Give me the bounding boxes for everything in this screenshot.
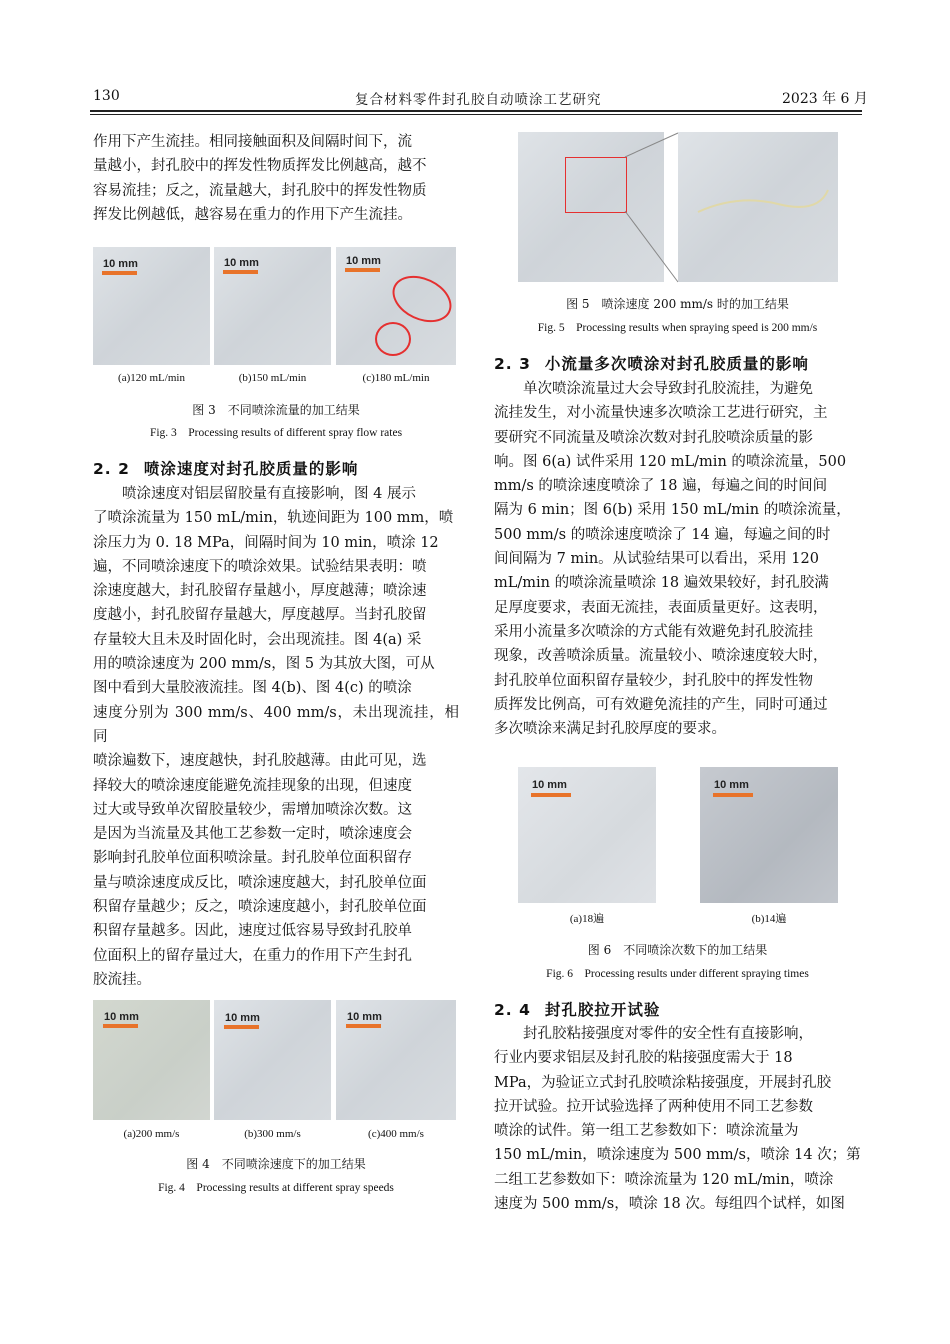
text-line: 喷涂的试件。第一组工艺参数如下：喷涂流量为 bbox=[494, 1123, 799, 1140]
scale-label: 10 mm bbox=[225, 1012, 260, 1024]
text-line: 采用小流量多次喷涂的方式能有效避免封孔胶流挂 bbox=[494, 623, 813, 640]
header-rule bbox=[90, 110, 862, 112]
text-line: 涂速度越大，封孔胶留存量越小，厚度越薄；喷涂速 bbox=[93, 583, 427, 600]
section-2-3-heading bbox=[494, 352, 809, 374]
journal-title: 复合材料零件封孔胶自动喷涂工艺研究 bbox=[355, 92, 602, 108]
fig3-caption-en: Fig. 3 Processing results of different spray flow rates bbox=[149, 427, 403, 439]
text-line: mL/min 的喷涂流量喷涂 18 遍效果较好，封孔胶满 bbox=[494, 575, 829, 592]
text-line: 速度为 500 mm/s，喷涂 18 次。每组四个试样，如图 bbox=[494, 1196, 845, 1213]
text-line: 喷涂速度对铝层留胶量有直接影响，图 4 展示 bbox=[122, 486, 416, 502]
text-line: 积留存量越多。因此，速度过低容易导致封孔胶单 bbox=[93, 923, 412, 940]
fig3-sub-c: (c)180 mL/min bbox=[362, 372, 430, 384]
text-line: 度越小，封孔胶留存量越大，厚度越厚。当封孔胶留 bbox=[93, 607, 427, 624]
fig6-sub-a: (a)18遍 bbox=[569, 913, 605, 925]
scale-bar bbox=[345, 268, 380, 272]
text-line: 封孔胶粘接强度对零件的安全性有直接影响， bbox=[523, 1026, 813, 1042]
header-rule-thin bbox=[90, 114, 862, 115]
scale-bar bbox=[102, 271, 137, 275]
text-line: 隔为 6 min；图 6(b) 采用 150 mL/min 的喷涂流量， bbox=[494, 502, 851, 519]
scale-label: 10 mm bbox=[346, 255, 381, 267]
text-line: 现象，改善喷涂质量。流量较小、喷涂速度较大时， bbox=[494, 648, 828, 665]
fig5-caption-cn: 图 5 喷涂速度 200 mm/s 时的加工结果 bbox=[566, 297, 789, 311]
text-line: 影响封孔胶单位面积喷涂量。封孔胶单位面积留存 bbox=[93, 850, 412, 867]
fig5-caption-en: Fig. 5 Processing results when spraying speed is 200 mm/s bbox=[537, 322, 818, 334]
text-line: 多次喷涂来满足封孔胶厚度的要求。 bbox=[494, 721, 726, 738]
section-title: 小流量多次喷涂对封孔胶质量的影响 bbox=[544, 354, 809, 373]
scale-bar bbox=[223, 270, 258, 274]
text-line: MPa，为验证立式封孔胶喷涂粘接强度，开展封孔胶 bbox=[494, 1074, 832, 1091]
text-line: 作用下产生流挂。相同接触面积及间隔时间下，流 bbox=[93, 134, 412, 150]
text-line: 封孔胶单位面积留存量较少，封孔胶中的挥发性物 bbox=[494, 672, 813, 689]
text-line: 存量较大且未及时固化时，会出现流挂。图 4(a) 采 bbox=[93, 631, 422, 648]
left-para-1 bbox=[93, 130, 459, 227]
text-line: 过大或导致单次留胶量较少，需增加喷涂次数。这 bbox=[93, 801, 412, 818]
scale-bar bbox=[103, 1024, 138, 1028]
text-line: 喷涂遍数下，速度越快，封孔胶越薄。由此可见，选 bbox=[93, 753, 427, 770]
text-line: 容易流挂；反之，流量越大，封孔胶中的挥发性物质 bbox=[93, 182, 427, 199]
fig6-sub-b: (b)14遍 bbox=[751, 913, 787, 925]
scale-label: 10 mm bbox=[714, 779, 749, 791]
text-line: 拉开试验。拉开试验选择了两种使用不同工艺参数 bbox=[494, 1098, 813, 1115]
text-line: 涂压力为 0. 18 MPa，间隔时间为 10 min，喷涂 12 bbox=[93, 534, 439, 551]
text-line: 积留存量越少；反之，喷涂速度越小，封孔胶单位面 bbox=[93, 899, 427, 916]
text-line: mm/s 的喷涂速度喷涂了 18 遍，每遍之间的时间间 bbox=[494, 478, 828, 495]
fig6-caption-cn: 图 6 不同喷涂次数下的加工结果 bbox=[587, 943, 768, 957]
scale-bar bbox=[346, 1024, 381, 1028]
right-para-4 bbox=[494, 1022, 861, 1216]
text-line: 150 mL/min，喷涂速度为 500 mm/s，喷涂 14 次；第 bbox=[494, 1147, 861, 1164]
page-number: 130 bbox=[93, 88, 120, 104]
text-line: 量越小，封孔胶中的挥发性物质挥发比例越高，越不 bbox=[93, 158, 427, 175]
section-number: 2. 2 bbox=[93, 460, 130, 478]
issue-date: 2023 年 6 月 bbox=[782, 91, 868, 107]
fig4-caption-en: Fig. 4 Processing results at different spray speeds bbox=[158, 1182, 394, 1194]
text-line: 要研究不同流量及喷涂次数对封孔胶喷涂质量的影 bbox=[494, 429, 813, 446]
section-title: 喷涂速度对封孔胶质量的影响 bbox=[143, 459, 359, 478]
section-title: 封孔胶拉开试验 bbox=[544, 1000, 661, 1019]
scale-label: 10 mm bbox=[347, 1011, 382, 1023]
scale-bar bbox=[531, 793, 571, 797]
text-line: 了喷涂流量为 150 mL/min，轨迹间距为 100 mm，喷 bbox=[93, 510, 454, 527]
scale-label: 10 mm bbox=[532, 779, 567, 791]
text-line: 是因为当流量及其他工艺参数一定时，喷涂速度会 bbox=[93, 826, 412, 843]
scale-label: 10 mm bbox=[103, 258, 138, 270]
text-line: 遍，不同喷涂速度下的喷涂效果。试验结果表明：喷 bbox=[93, 558, 427, 575]
fig3-sub-b: (b)150 mL/min bbox=[238, 372, 307, 384]
text-line: 挥发比例越低，越容易在重力的作用下产生流挂。 bbox=[93, 206, 412, 223]
text-line: 响。图 6(a) 试件采用 120 mL/min 的喷涂流量，500 bbox=[494, 453, 847, 470]
section-number: 2. 4 bbox=[494, 1001, 531, 1019]
zoom-box bbox=[565, 157, 627, 213]
fig3-caption-cn: 图 3 不同喷涂流量的加工结果 bbox=[192, 403, 360, 417]
text-line: 二组工艺参数如下：喷涂流量为 120 mL/min，喷涂 bbox=[494, 1171, 834, 1188]
text-line: 流挂发生，对小流量快速多次喷涂工艺进行研究，主 bbox=[494, 405, 828, 422]
text-line: 足厚度要求，表面无流挂，表面质量更好。这表明， bbox=[494, 599, 828, 616]
section-number: 2. 3 bbox=[494, 355, 531, 373]
scale-label: 10 mm bbox=[104, 1011, 139, 1023]
highlight-circle bbox=[375, 322, 411, 356]
fig4-sub-b: (b)300 mm/s bbox=[244, 1128, 301, 1140]
text-line: 间间隔为 7 min。从试验结果可以看出，采用 120 bbox=[494, 551, 819, 568]
fig3-sub-a: (a)120 mL/min bbox=[118, 372, 185, 384]
fig4-sub-c: (c)400 mm/s bbox=[368, 1128, 424, 1140]
text-line: 用的喷涂速度为 200 mm/s，图 5 为其放大图，可从 bbox=[93, 656, 435, 673]
left-para-2 bbox=[93, 482, 459, 992]
text-line: 单次喷涂流量过大会导致封孔胶流挂，为避免 bbox=[523, 381, 813, 397]
text-line: 质挥发比例高，可有效避免流挂的产生，同时可通过 bbox=[494, 696, 828, 713]
fig4-caption-cn: 图 4 不同喷涂速度下的加工结果 bbox=[186, 1157, 366, 1171]
text-line: 图中看到大量胶液流挂。图 4(b)、图 4(c) 的喷涂 bbox=[93, 680, 412, 697]
scale-bar bbox=[224, 1025, 259, 1029]
fig4-sub-a: (a)200 mm/s bbox=[123, 1128, 180, 1140]
fig6-caption-en: Fig. 6 Processing results under different spraying times bbox=[546, 968, 809, 980]
section-2-4-heading bbox=[494, 998, 660, 1020]
text-line: 速度分别为 300 mm/s、400 mm/s，未出现流挂，相同 bbox=[93, 704, 459, 745]
text-line: 择较大的喷涂速度能避免流挂现象的出现，但速度 bbox=[93, 777, 412, 794]
text-line: 量与喷涂速度成反比，喷涂速度越大，封孔胶单位面 bbox=[93, 874, 427, 891]
text-line: 位面积上的留存量过大，在重力的作用下产生封孔 bbox=[93, 947, 412, 964]
text-line: 500 mm/s 的喷涂速度喷涂了 14 遍，每遍之间的时 bbox=[494, 526, 831, 543]
text-line: 行业内要求铝层及封孔胶的粘接强度需大于 18 bbox=[494, 1050, 793, 1067]
text-line: 胶流挂。 bbox=[93, 971, 151, 988]
right-para-3 bbox=[494, 377, 861, 741]
drip-trace bbox=[678, 132, 838, 282]
section-2-2-heading bbox=[93, 457, 358, 479]
scale-label: 10 mm bbox=[224, 257, 259, 269]
scale-bar bbox=[713, 793, 753, 797]
